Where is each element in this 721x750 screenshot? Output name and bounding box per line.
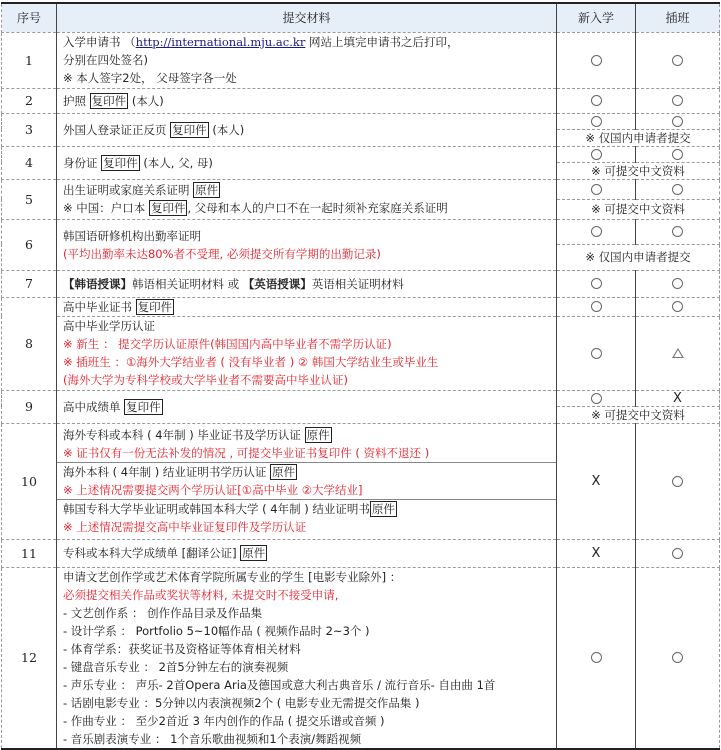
material-text: 高中成绩单 <box>63 399 121 414</box>
circle-icon <box>591 652 602 663</box>
new-admission-mark <box>557 219 636 244</box>
row-number: 10 <box>2 423 57 539</box>
note-text: ※ 本人签字2处， 父母签字各一处 <box>63 71 237 85</box>
table-row <box>2 567 720 749</box>
list-item: - 设计学系 ： Portfolio 5~10幅作品 ( 视频作品时 2~3个 ) <box>63 623 370 638</box>
new-admission-mark <box>557 179 636 199</box>
material-cell <box>57 297 557 316</box>
table-row <box>2 113 720 129</box>
circle-icon <box>672 95 683 106</box>
table-header-row <box>2 3 720 32</box>
warning-text: ※ 新生 ： 提交学历认证原件(韩国国内高中毕业者不需学历认证) <box>63 337 392 351</box>
original-tag: 原件 <box>306 428 330 442</box>
material-text: (本人) <box>212 122 245 137</box>
original-tag: 原件 <box>272 465 296 479</box>
transfer-mark <box>636 390 720 406</box>
material-text: 韩语相关证明材料 或 <box>132 276 243 291</box>
material-text: 分别在四处签名) <box>63 53 148 67</box>
warning-text: (平均出勤率未达80%者不受理, 必须提交所有学期的出勤记录) <box>63 246 381 261</box>
material-text: 专科或本科大学成绩单 [翻译公证] <box>63 546 237 560</box>
material-text: 韩国专科大学毕业证明或韩国本科大学 ( 4年制 ) 结业证明书 <box>63 502 370 516</box>
material-cell <box>57 567 557 749</box>
english-course-label: 【英语授课】 <box>242 276 312 291</box>
row-number: 2 <box>2 88 57 113</box>
copy-tag: 复印件 <box>150 201 186 215</box>
note-cell: ※ 仅国内申请者提交 <box>557 244 720 270</box>
transfer-mark <box>636 567 720 749</box>
material-cell <box>57 423 557 539</box>
material-text: (本人) <box>131 93 164 108</box>
warning-text: ※ 证书仅有一份无法补发的情况 , 可提交毕业证书复印件 ( 资料不退还 ) <box>63 446 430 460</box>
warning-text: (海外大学为专科学校或大学毕业者不需要高中毕业认证) <box>63 373 348 387</box>
warning-text: ※ 上述情况需提交高中毕业证复印件及学历认证 <box>63 520 307 534</box>
table-row <box>2 219 720 244</box>
x-mark-icon: X <box>591 473 601 489</box>
table-row <box>2 297 720 316</box>
row-number: 8 <box>2 297 57 390</box>
new-admission-mark <box>557 32 636 88</box>
copy-tag: 复印件 <box>137 299 173 314</box>
copy-tag: 复印件 <box>126 399 161 414</box>
transfer-mark <box>636 88 720 113</box>
new-admission-mark <box>557 539 636 567</box>
circle-icon <box>672 55 683 66</box>
list-item: - 话剧电影专业 ：5分钟以内表演视频2个 ( 电影专业无需提交作品集 ) <box>63 695 420 710</box>
circle-icon <box>591 184 602 195</box>
application-link[interactable]: http://international.mju.ac.kr <box>135 35 306 49</box>
header-transfer: 插班 <box>636 3 720 32</box>
note-cell: ※ 可提交中文资料 <box>557 162 720 179</box>
triangle-icon <box>672 348 684 358</box>
row-number: 5 <box>2 179 57 219</box>
x-mark-icon: X <box>673 390 682 406</box>
table-row <box>2 316 720 390</box>
material-text: 网站上填完申请书之后打印， <box>305 35 459 49</box>
new-admission-mark <box>557 113 636 129</box>
list-item: - 文艺创作系 ： 创作作品目录及作品集 <box>63 605 263 620</box>
material-text: (本人, 父, 母) <box>143 155 213 170</box>
table-row <box>2 270 720 297</box>
transfer-mark <box>636 297 720 316</box>
circle-icon <box>672 652 683 663</box>
row-number: 1 <box>2 32 57 88</box>
warning-text: ※ 插班生 ：①海外大学结业者 ( 没有毕业者 ) ② 韩国大学结业生或毕业生 <box>63 355 439 369</box>
circle-icon <box>672 226 683 237</box>
list-item: - 声乐专业 ： 声乐- 2首Opera Aria及德国或意大利古典音乐 / 流行音乐- 自由曲 1首 <box>63 677 496 692</box>
original-tag: 原件 <box>371 502 395 516</box>
transfer-mark <box>636 270 720 297</box>
circle-icon <box>672 278 683 289</box>
x-mark-icon: X <box>591 545 601 561</box>
row-number: 12 <box>2 567 57 749</box>
copy-tag: 复印件 <box>103 155 138 170</box>
material-text: 入学申请书 （ <box>63 35 136 49</box>
circle-icon <box>591 55 602 66</box>
note-cell: ※ 可提交中文资料 <box>557 406 720 423</box>
material-cell <box>57 32 557 88</box>
table-row <box>2 539 720 567</box>
material-text: 身份证 <box>63 155 98 170</box>
note-text: ※ 中国：户口本 <box>63 201 146 215</box>
transfer-mark <box>636 423 720 539</box>
transfer-mark <box>636 219 720 244</box>
korean-course-label: 【韩语授课】 <box>63 276 132 291</box>
list-item: - 键盘音乐专业 ： 2首5分钟左右的演奏视频 <box>63 659 289 674</box>
note-text: , 父母和本人的户口不在一起时须补充家庭关系证明 <box>187 201 448 215</box>
new-admission-mark <box>557 316 636 390</box>
circle-icon <box>672 548 683 559</box>
circle-icon <box>591 149 602 160</box>
table-row <box>2 179 720 199</box>
list-item: - 体育学系：获奖证书及资格证等体育相关材料 <box>63 641 301 656</box>
circle-icon <box>591 226 602 237</box>
material-cell <box>57 390 557 423</box>
material-text: 护照 <box>63 93 86 108</box>
circle-icon <box>591 301 602 312</box>
material-cell <box>57 88 557 113</box>
material-cell <box>57 316 557 390</box>
transfer-mark <box>636 316 720 390</box>
circle-icon <box>591 348 602 359</box>
list-item: - 作曲专业 ： 至少2首近 3 年内创作的作品 ( 提交乐谱或音频 ) <box>63 713 385 728</box>
material-cell <box>57 539 557 567</box>
header-material: 提交材料 <box>57 3 557 32</box>
original-tag: 原件 <box>195 183 219 197</box>
new-admission-mark <box>557 146 636 162</box>
row-number: 11 <box>2 539 57 567</box>
circle-icon <box>672 184 683 195</box>
header-no: 序号 <box>2 3 57 32</box>
original-tag: 原件 <box>242 546 266 560</box>
new-admission-mark <box>557 423 636 539</box>
new-admission-mark <box>557 270 636 297</box>
material-cell <box>57 270 557 297</box>
note-cell: ※ 仅国内申请者提交 <box>557 129 720 146</box>
table-row <box>2 88 720 113</box>
material-block <box>57 462 556 499</box>
row-number: 9 <box>2 390 57 423</box>
row-number: 6 <box>2 219 57 270</box>
circle-icon <box>672 476 683 487</box>
new-admission-mark <box>557 297 636 316</box>
material-text: 海外本科 ( 4年制 ) 结业证明书学历认证 <box>63 465 267 479</box>
material-text: 海外专科或本科 ( 4年制 ) 毕业证书及学历认证 <box>63 428 301 442</box>
material-block <box>57 499 556 536</box>
transfer-mark <box>636 113 720 129</box>
material-block <box>57 426 556 462</box>
transfer-mark <box>636 179 720 199</box>
material-text: 高中毕业证书 <box>63 299 132 314</box>
material-cell <box>57 219 557 270</box>
row-number: 3 <box>2 113 57 146</box>
material-text: 申请文艺创作学或艺术体育学院所属专业的学生 [电影专业除外] ： <box>63 569 402 584</box>
submission-materials-table <box>1 2 720 750</box>
material-text: 英语相关证明材料 <box>311 276 404 291</box>
table-row <box>2 32 720 88</box>
new-admission-mark <box>557 390 636 406</box>
copy-tag: 复印件 <box>91 93 127 108</box>
material-cell <box>57 146 557 179</box>
material-text: 高中毕业学历认证 <box>63 319 155 333</box>
circle-icon <box>672 301 683 312</box>
material-text: 韩国语研修机构出勤率证明 <box>63 228 201 243</box>
circle-icon <box>672 116 683 127</box>
warning-text: 必须提交相关作品或奖状等材料, 未提交时不接受申请, <box>63 587 339 602</box>
list-item: - 音乐剧表演专业 ： 1个音乐歌曲视频和1个表演/舞蹈视频 <box>63 731 362 746</box>
table-row <box>2 423 720 539</box>
material-cell <box>57 179 557 219</box>
circle-icon <box>672 149 683 160</box>
note-cell: ※ 可提交中文资料 <box>557 199 720 219</box>
circle-icon <box>591 393 602 404</box>
circle-icon <box>591 116 602 127</box>
header-new-admission: 新入学 <box>557 3 636 32</box>
transfer-mark <box>636 539 720 567</box>
row-number: 4 <box>2 146 57 179</box>
table-row <box>2 390 720 406</box>
material-text: 出生证明或家庭关系证明 <box>63 183 190 197</box>
material-cell <box>57 113 557 146</box>
transfer-mark <box>636 146 720 162</box>
row-number: 7 <box>2 270 57 297</box>
warning-text: ※ 上述情况需要提交两个学历认证[①高中毕业 ②大学结业] <box>63 483 363 497</box>
new-admission-mark <box>557 567 636 749</box>
material-text: 外国人登录证正反页 <box>63 122 167 137</box>
table-row <box>2 146 720 162</box>
new-admission-mark <box>557 88 636 113</box>
copy-tag: 复印件 <box>172 122 207 137</box>
circle-icon <box>591 95 602 106</box>
transfer-mark <box>636 32 720 88</box>
circle-icon <box>591 278 602 289</box>
